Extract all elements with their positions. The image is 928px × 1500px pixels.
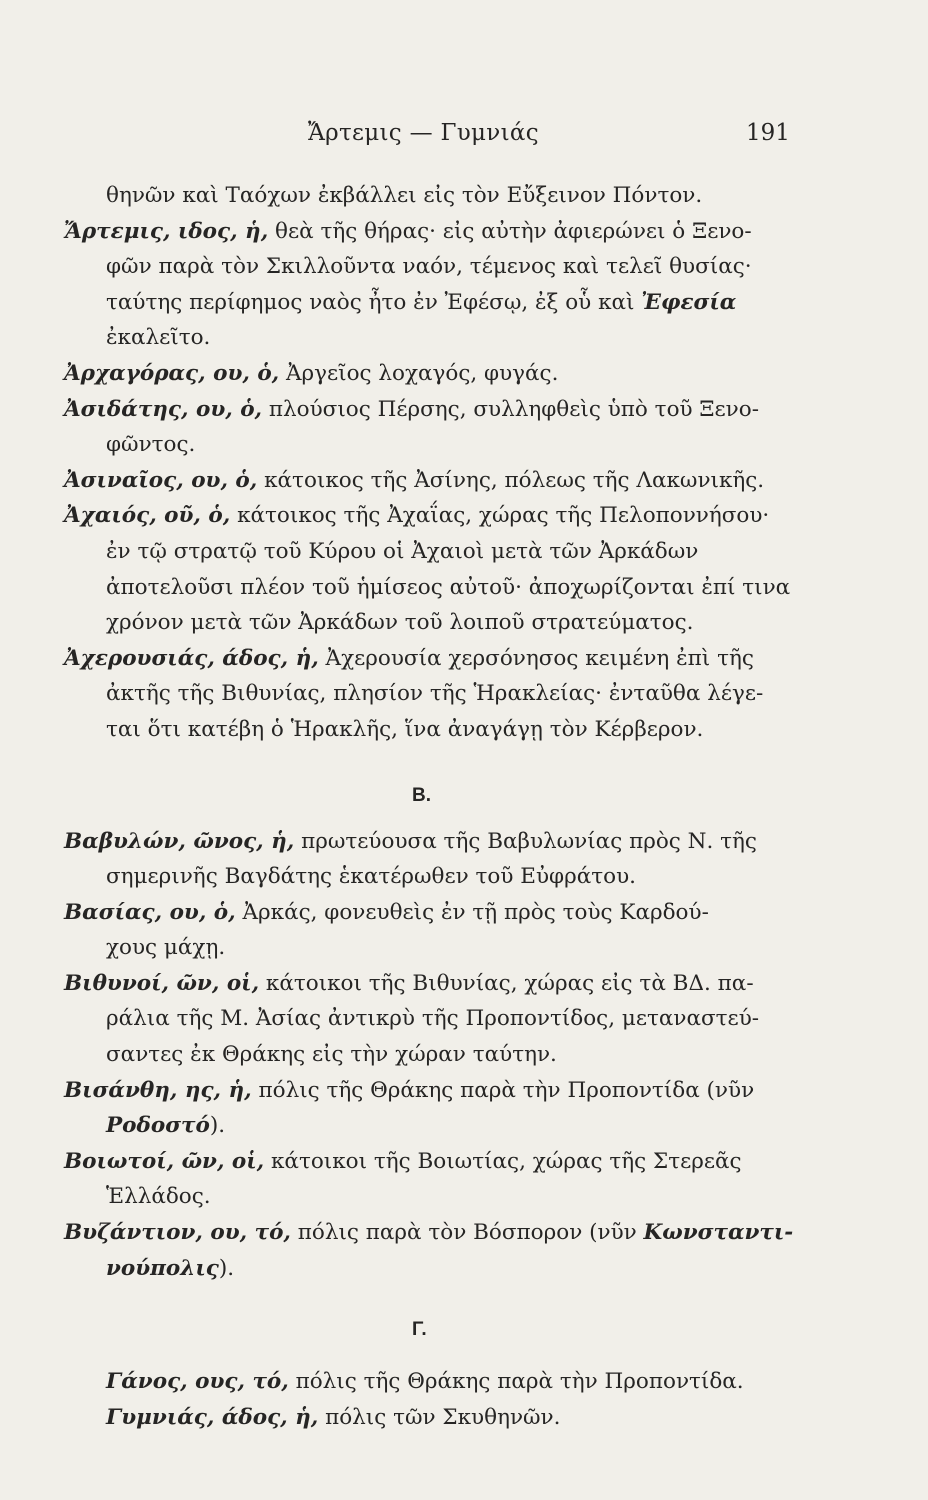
glossary-block-beta: [64, 824, 794, 1287]
line-text: Ἀχερουσία χερσόνησος κειμένη ἐπὶ τῆς: [318, 645, 754, 671]
text-line: [106, 178, 782, 214]
line-text: κάτοικοι τῆς Βιθυνίας, χώρας εἰς τὰ ΒΔ. πα-: [259, 970, 754, 996]
entry-first-line: [64, 966, 782, 1002]
text-line: [106, 605, 782, 641]
line-text: χους μάχῃ.: [106, 935, 226, 961]
text-line: [106, 1108, 782, 1144]
line-text: Ἀργεῖος λοχαγός, φυγάς.: [279, 360, 559, 386]
lemma-term: Ἀχαιός, οῦ, ὁ,: [64, 503, 231, 529]
line-text: φῶν παρὰ τὸν Σκιλλοῦντα ναόν, τέμενος καὶ τελεῖ θυσίας·: [106, 254, 752, 280]
text-line: [106, 427, 782, 463]
entry-first-line: [64, 1144, 782, 1180]
line-text: χρόνον μετὰ τῶν Ἀρκάδων τοῦ λοιποῦ στρατεύματος.: [106, 610, 694, 636]
text-line: [106, 320, 782, 356]
entry-first-line: [64, 463, 782, 499]
line-text: Ἀρκάς, φονευθεὶς ἐν τῇ πρὸς τοὺς Καρδού-: [235, 899, 709, 925]
entry-first-line: [64, 895, 782, 931]
lemma-term: Ἀσιναῖος, ου, ὁ,: [64, 467, 258, 493]
lemma-term: Κωνσταντι-: [643, 1220, 794, 1246]
glossary-block-alpha: [64, 178, 791, 748]
line-text: ἐκαλεῖτο.: [106, 325, 211, 351]
text-line: [106, 1400, 782, 1436]
line-text: πόλις τῶν Σκυθηνῶν.: [318, 1404, 561, 1430]
lemma-term: Ἀχερουσιάς, άδος, ἡ,: [64, 645, 319, 671]
entry-first-line: [64, 392, 782, 428]
text-line: [106, 570, 791, 606]
lemma-term: Ἄρτεμις, ιδος, ἡ,: [64, 218, 269, 244]
entry-first-line: [64, 1073, 782, 1109]
line-text: ράλια τῆς Μ. Ἀσίας ἀντικρὺ τῆς Προποντίδος, μεταναστεύ-: [106, 1006, 760, 1032]
lemma-term: Βιθυνοί, ῶν, οἱ,: [64, 970, 260, 996]
line-text: ται ὅτι κατέβη ὁ Ἡρακλῆς, ἵνα ἀναγάγῃ τὸν Κέρβερον.: [106, 716, 704, 742]
text-line: [106, 1364, 782, 1400]
lemma-term: Βαβυλών, ῶνος, ἡ,: [64, 828, 295, 854]
lemma-term: Ἀρχαγόρας, ου, ὁ,: [64, 360, 280, 386]
glossary-block-gamma: [106, 1364, 782, 1435]
line-text: ταύτης περίφημος ναὸς ἦτο ἐν Ἐφέσῳ, ἐξ οὗ καὶ: [106, 289, 642, 315]
entry-first-line: [64, 1215, 794, 1251]
section-heading-gamma: Γ.: [412, 1319, 427, 1341]
glossary-text: [64, 178, 794, 1435]
lemma-term: Γάνος, ους, τό,: [106, 1369, 289, 1395]
lemma-term: Βοιωτοί, ῶν, οἱ,: [64, 1148, 265, 1174]
line-text: φῶντος.: [106, 432, 196, 458]
text-line: [106, 859, 782, 895]
entry-first-line: [64, 214, 782, 250]
text-line: [106, 249, 782, 285]
line-text: Ἑλλάδος.: [106, 1184, 211, 1210]
line-text: ).: [209, 1113, 226, 1139]
running-header: [0, 120, 928, 154]
line-text: σημερινῆς Βαγδάτης ἑκατέρωθεν τοῦ Εὐφράτου.: [106, 864, 636, 890]
text-line: [106, 712, 782, 748]
text-line: [106, 676, 782, 712]
text-line: [106, 1037, 782, 1073]
line-text: πόλις τῆς Θράκης παρὰ τὴν Προποντίδα.: [288, 1369, 744, 1395]
line-text: κάτοικος τῆς Ἀχαΐας, χώρας τῆς Πελοποννήσου·: [230, 503, 770, 529]
line-text: ἀποτελοῦσι πλέον τοῦ ἡμίσεος αὐτοῦ· ἀποχωρίζονται ἐπί τινα: [106, 574, 791, 600]
entry-first-line: [64, 498, 782, 534]
text-line: [106, 285, 782, 321]
entry-first-line: [64, 356, 782, 392]
text-line: [106, 1001, 782, 1037]
lemma-term: Γυμνιάς, άδος, ἡ,: [106, 1404, 319, 1430]
line-text: ἀκτῆς τῆς Βιθυνίας, πλησίον τῆς Ἡρακλείας· ἐνταῦθα λέγε-: [106, 681, 764, 707]
line-text: ἐν τῷ στρατῷ τοῦ Κύρου οἱ Ἀχαιοὶ μετὰ τῶν Ἀρκάδων: [106, 538, 699, 564]
text-line: [106, 1251, 782, 1287]
lemma-term: Ροδοστό: [106, 1113, 210, 1139]
lemma-term: Βασίας, ου, ὁ,: [64, 899, 236, 925]
lemma-term: Βυζάντιον, ου, τό,: [64, 1220, 291, 1246]
line-text: κάτοικος τῆς Ἀσίνης, πόλεως τῆς Λακωνικῆς.: [257, 467, 765, 493]
section-heading-beta: Β.: [412, 784, 431, 806]
text-line: [106, 1179, 782, 1215]
page-number: 191: [746, 120, 790, 146]
lemma-term: νούπολις: [106, 1255, 219, 1281]
line-text: σαντες ἐκ Θράκης εἰς τὴν χώραν ταύτην.: [106, 1042, 557, 1068]
line-text: θηνῶν καὶ Ταόχων ἐκβάλλει εἰς τὸν Εὔξεινον Πόντον.: [106, 183, 703, 208]
entry-first-line: [64, 641, 782, 677]
line-text: πρωτεύουσα τῆς Βαβυλωνίας πρὸς Ν. τῆς: [294, 828, 757, 854]
line-text: πόλις τῆς Θράκης παρὰ τὴν Προποντίδα (νῦν: [251, 1077, 755, 1103]
line-text: πόλις παρὰ τὸν Βόσπορον (νῦν: [290, 1220, 644, 1246]
lemma-term: Ἐφεσία: [641, 289, 737, 315]
entry-first-line: [64, 824, 782, 860]
lemma-term: Ἀσιδάτης, ου, ὁ,: [64, 396, 263, 422]
line-text: κάτοικοι τῆς Βοιωτίας, χώρας τῆς Στερεᾶς: [264, 1148, 742, 1174]
line-text: ).: [218, 1255, 235, 1281]
line-text: πλούσιος Πέρσης, συλληφθεὶς ὑπὸ τοῦ Ξενο-: [262, 396, 759, 422]
lemma-term: Βισάνθη, ης, ἡ,: [64, 1077, 252, 1103]
text-line: [106, 930, 782, 966]
line-text: θεὰ τῆς θήρας· εἰς αὐτὴν ἀφιερώνει ὁ Ξενο-: [268, 218, 752, 244]
text-line: [106, 534, 782, 570]
header-title: Ἄρτεμις — Γυμνιάς: [308, 120, 539, 146]
